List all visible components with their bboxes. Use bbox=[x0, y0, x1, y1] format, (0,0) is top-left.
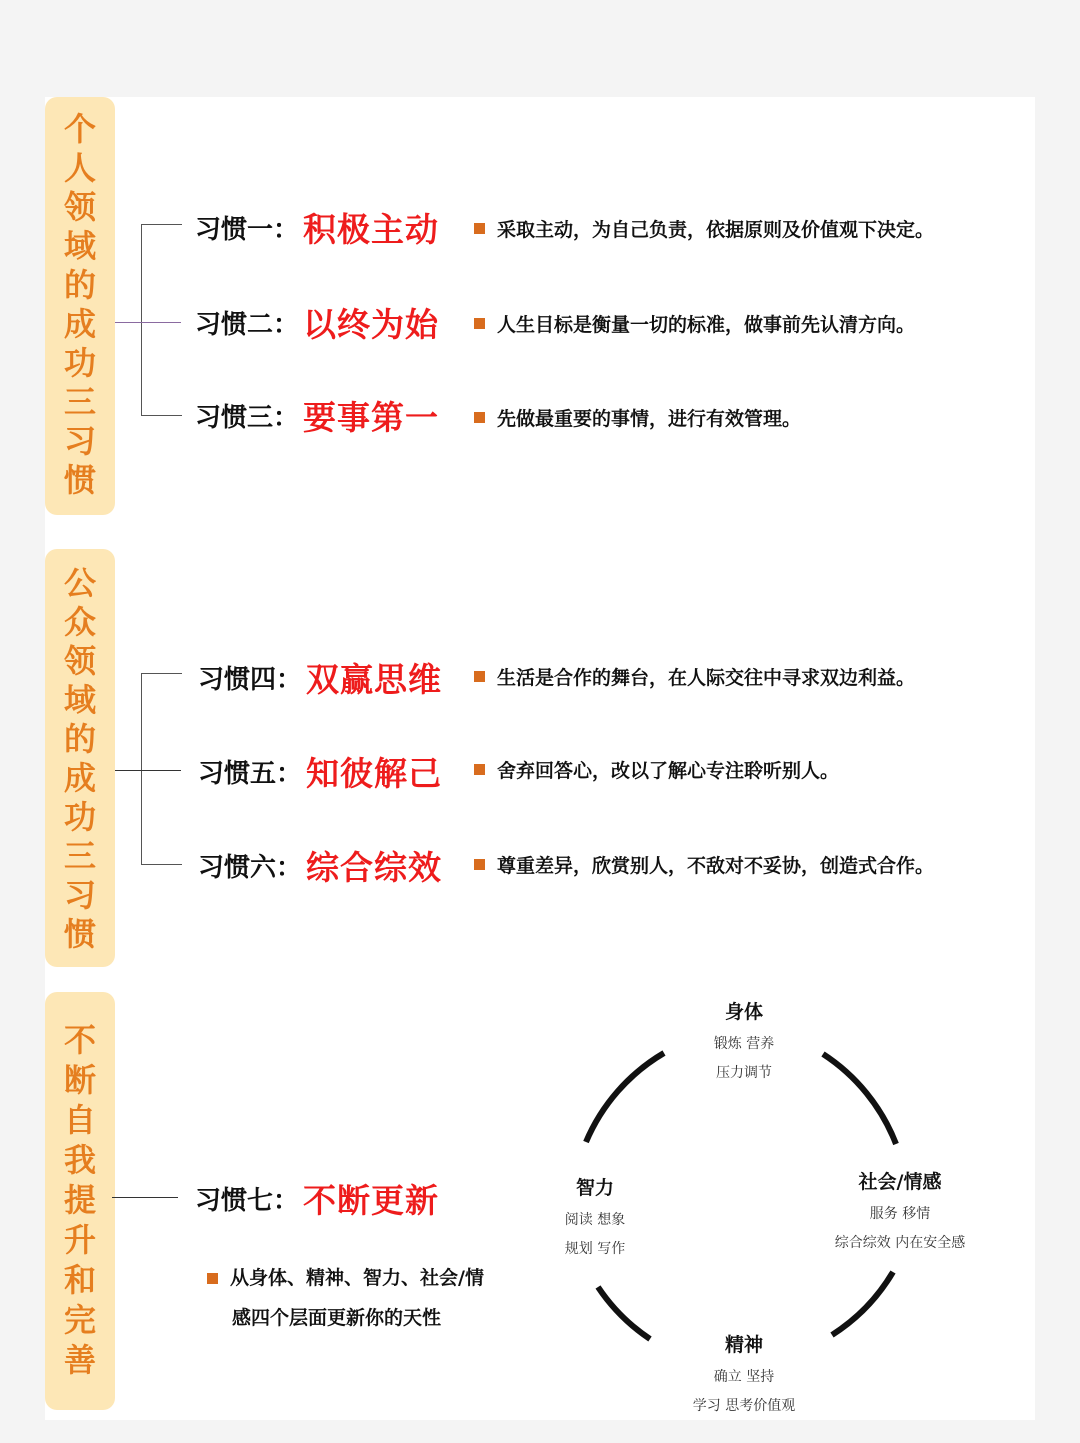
habit-name: 以终为始 bbox=[303, 305, 440, 344]
section-label-char: 公 bbox=[63, 564, 96, 602]
cycle-node-title: 身体 bbox=[724, 1001, 763, 1023]
section-label-char: 升 bbox=[63, 1221, 96, 1259]
section-label-char: 和 bbox=[63, 1261, 96, 1299]
section-label-char: 习 bbox=[63, 422, 96, 460]
cycle-node-line: 服务 移情 bbox=[869, 1206, 931, 1222]
section-label-char: 三 bbox=[63, 837, 96, 875]
cycle-node-line: 压力调节 bbox=[716, 1065, 772, 1081]
habit-label: 习惯一： bbox=[195, 215, 300, 245]
section-label-char: 的 bbox=[63, 720, 96, 758]
habit-desc-text: 尊重差异，欣赏别人，不敌对不妥协，创造式合作。 bbox=[497, 855, 935, 877]
cycle-node-spirit bbox=[664, 1332, 824, 1424]
cycle-node-line: 规划 写作 bbox=[564, 1241, 626, 1257]
section-label-char: 不 bbox=[63, 1021, 96, 1059]
habit-label: 习惯六： bbox=[198, 853, 303, 883]
cycle-node-line: 学习 思考价值观 bbox=[692, 1398, 796, 1414]
cycle-arc-top-left bbox=[586, 1053, 664, 1142]
section-label-char: 功 bbox=[63, 798, 96, 836]
cycle-arc-top-right bbox=[823, 1054, 896, 1144]
section-label-char: 我 bbox=[63, 1141, 96, 1179]
renew-desc-text: 感四个层面更新你的天性 bbox=[232, 1307, 442, 1329]
cycle-node-title: 社会/情感 bbox=[858, 1171, 942, 1193]
habit-label: 习惯五： bbox=[198, 759, 303, 789]
section-label-char: 的 bbox=[63, 266, 96, 304]
section-label-char: 众 bbox=[63, 603, 96, 641]
cycle-arc-bottom-right bbox=[832, 1272, 893, 1335]
section-label-char: 三 bbox=[63, 383, 96, 421]
section-label-char: 习 bbox=[63, 876, 96, 914]
section-label-char: 提 bbox=[63, 1181, 96, 1219]
cycle-node-social bbox=[800, 1169, 1000, 1261]
section-label-char: 自 bbox=[63, 1101, 96, 1139]
section-label-char: 成 bbox=[63, 759, 96, 797]
habit-name: 双赢思维 bbox=[306, 660, 443, 699]
cycle-node-body bbox=[664, 999, 824, 1091]
section-label-char: 人 bbox=[63, 149, 96, 187]
habit-label: 习惯三： bbox=[195, 403, 300, 433]
cycle-node-line: 阅读 想象 bbox=[564, 1212, 626, 1228]
habit-desc-text: 生活是合作的舞台，在人际交往中寻求双边利益。 bbox=[497, 667, 916, 689]
section-label-char: 善 bbox=[63, 1341, 96, 1379]
section-label-char: 惯 bbox=[63, 461, 96, 499]
section-label-char: 惯 bbox=[63, 915, 96, 953]
habit-label: 习惯二： bbox=[195, 310, 300, 340]
cycle-node-line: 确立 坚持 bbox=[713, 1369, 775, 1385]
section-label-char: 断 bbox=[63, 1061, 96, 1099]
habit-label: 习惯七： bbox=[195, 1186, 300, 1216]
section-label-char: 领 bbox=[63, 188, 96, 226]
habit-name: 要事第一 bbox=[303, 398, 440, 437]
cycle-node-mind bbox=[535, 1175, 655, 1267]
habit-name: 积极主动 bbox=[303, 210, 440, 249]
section-label-char: 成 bbox=[63, 305, 96, 343]
habit-label: 习惯四： bbox=[198, 665, 303, 695]
cycle-node-line: 锻炼 营养 bbox=[713, 1036, 775, 1052]
section-label-char: 域 bbox=[63, 681, 96, 719]
section-label-char: 域 bbox=[63, 227, 96, 265]
cycle-node-title: 智力 bbox=[575, 1177, 614, 1199]
habit-desc-text: 人生目标是衡量一切的标准，做事前先认清方向。 bbox=[497, 314, 916, 336]
section-label-char: 领 bbox=[63, 642, 96, 680]
section-label-char: 功 bbox=[63, 344, 96, 382]
renew-desc-text: 从身体、精神、智力、社会/情 bbox=[230, 1267, 484, 1289]
cycle-node-line: 综合综效 内在安全感 bbox=[834, 1235, 966, 1251]
habit-desc-text: 先做最重要的事情，进行有效管理。 bbox=[497, 408, 802, 430]
section-label-char: 个 bbox=[63, 110, 96, 148]
habit-name: 不断更新 bbox=[303, 1181, 440, 1220]
habit-desc-text: 采取主动，为自己负责，依据原则及价值观下决定。 bbox=[497, 219, 935, 241]
section-label-char: 完 bbox=[63, 1301, 96, 1339]
habit-name: 综合综效 bbox=[306, 848, 443, 887]
cycle-arc-bottom-left bbox=[598, 1287, 650, 1339]
habit-desc-text: 舍弃回答心，改以了解心专注聆听别人。 bbox=[497, 760, 840, 782]
cycle-node-title: 精神 bbox=[724, 1334, 763, 1356]
habit-name: 知彼解己 bbox=[306, 754, 443, 793]
